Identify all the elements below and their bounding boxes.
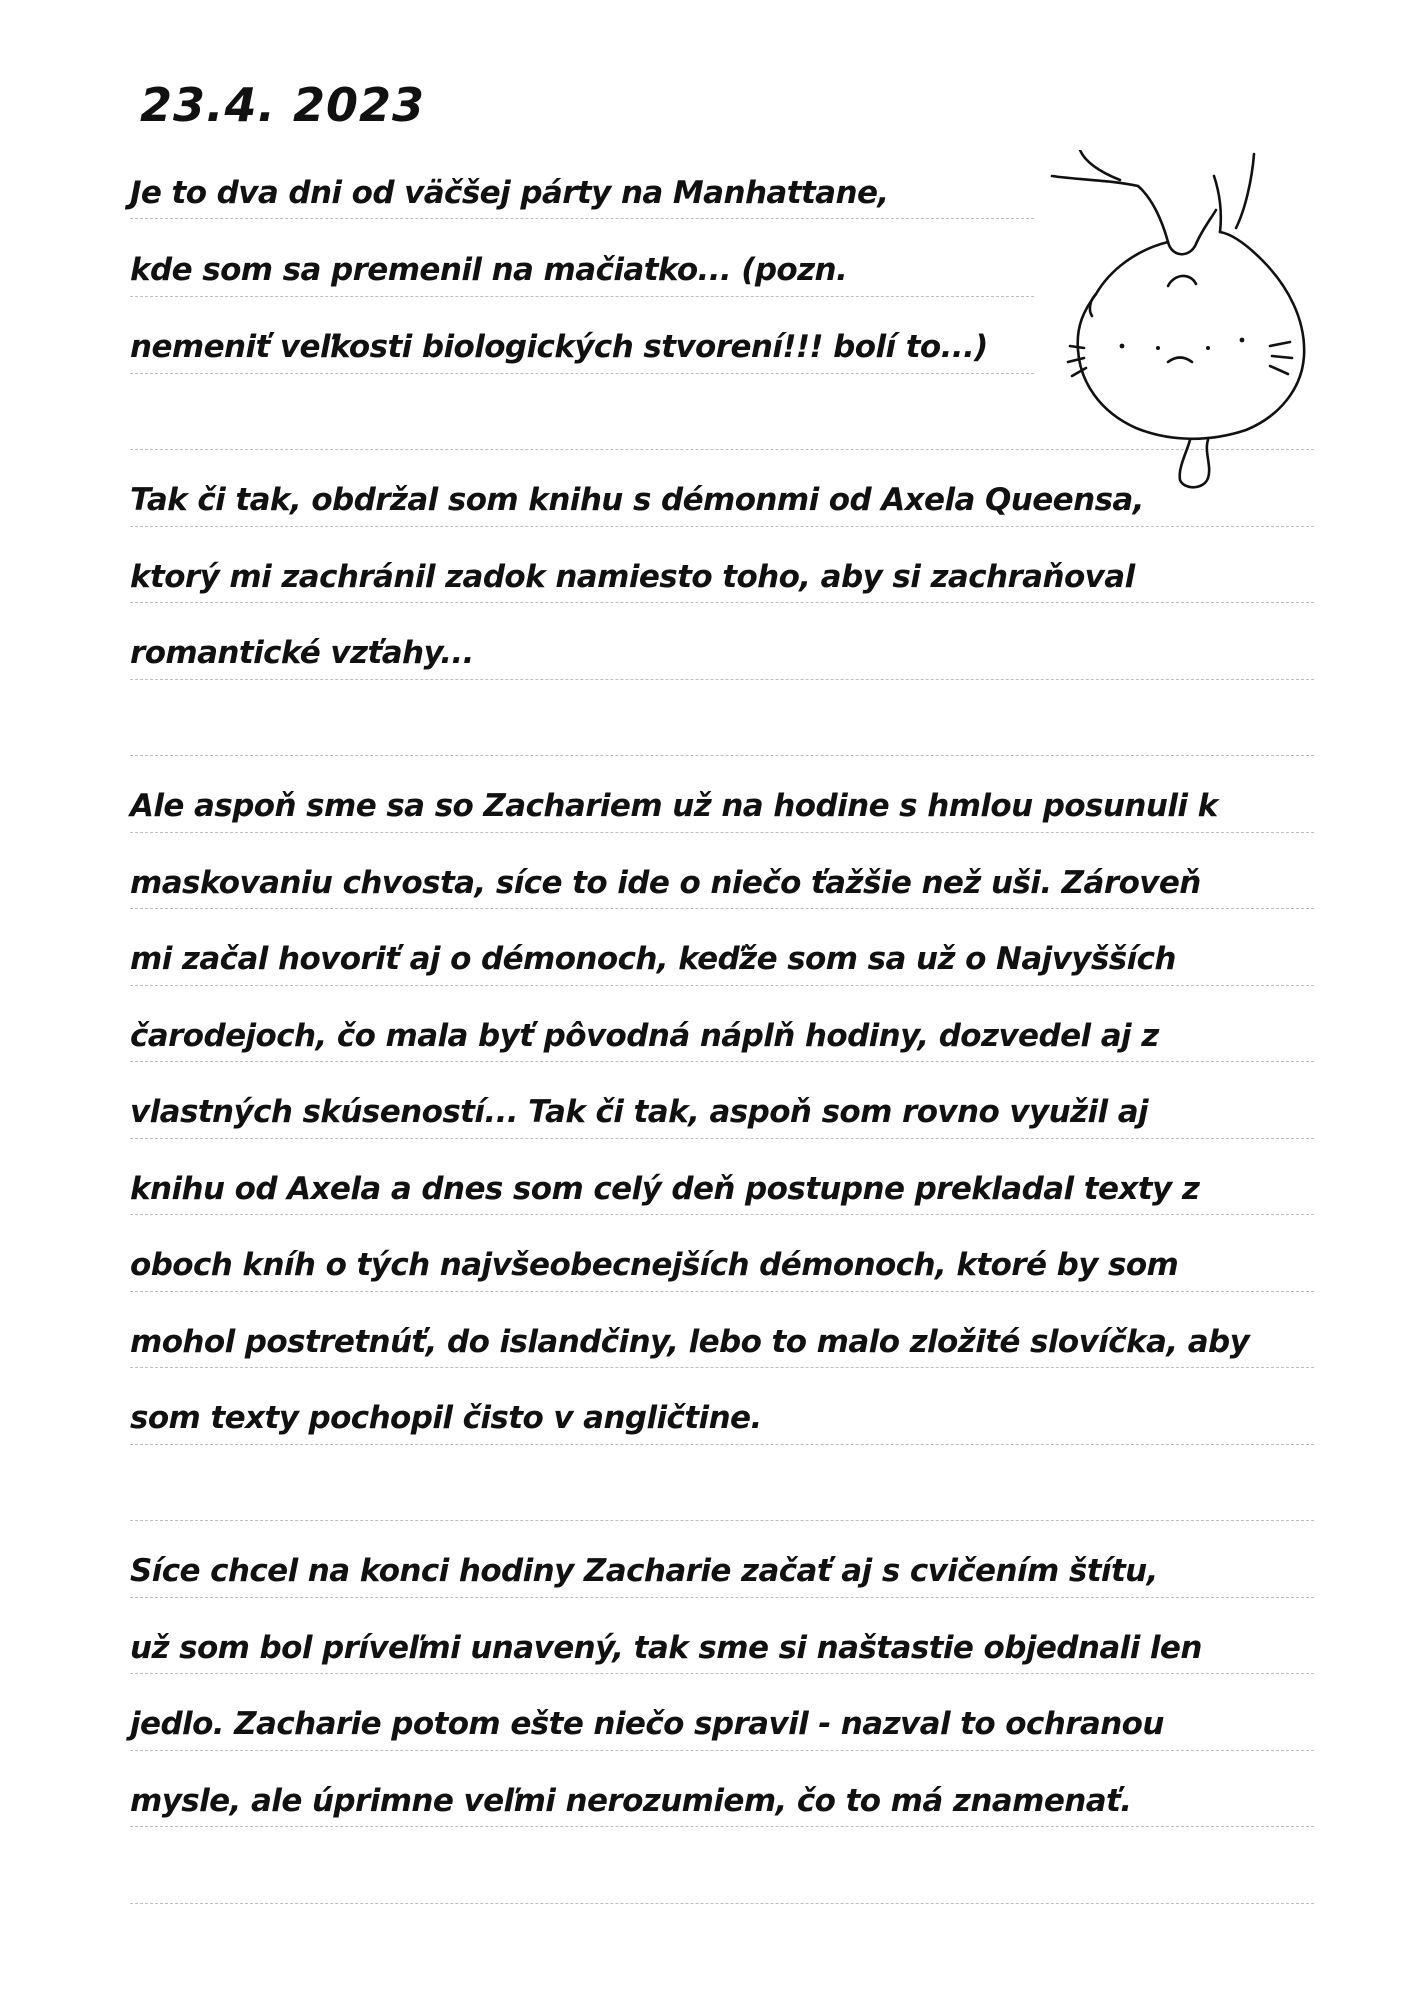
text-line: Je to dva dni od väčšej párty na Manhattane, [130,175,889,211]
ruled-line [130,832,1314,833]
ruled-line [130,1750,1314,1751]
text-line: Tak či tak, obdržal som knihu s démonmi od Axela Queensa, [130,482,1144,518]
ruled-line [130,218,1034,219]
ruled-line [130,679,1314,680]
ruled-line [130,526,1314,527]
ruled-line [130,908,1314,909]
text-line: jedlo. Zacharie potom ešte niečo spravil - nazval to ochranou [130,1706,1164,1742]
text-line: romantické vzťahy... [130,635,474,671]
ruled-line [130,1444,1314,1445]
ruled-line [130,373,1034,374]
text-line: mohol postretnúť, do islandčiny, lebo to malo zložité slovíčka, aby [130,1324,1250,1360]
text-line: oboch kníh o tých najvšeobecnejších démonoch, ktoré by som [130,1247,1179,1283]
ruled-line [130,755,1314,756]
text-line: už som bol príveľmi unavený, tak sme si naštastie objednali len [130,1630,1202,1666]
cat-doodle-icon [1040,150,1340,490]
text-line: kde som sa premenil na mačiatko... (pozn. [130,252,848,288]
ruled-line [130,1367,1314,1368]
ruled-line [130,1061,1314,1062]
text-line: ktorý mi zachránil zadok namiesto toho, aby si zachraňoval [130,559,1135,595]
ruled-line [130,1673,1314,1674]
ruled-line [130,1291,1314,1292]
text-line: Síce chcel na konci hodiny Zacharie začať aj s cvičením štítu, [130,1553,1158,1589]
ruled-line [130,1903,1314,1904]
text-line: som texty pochopil čisto v angličtine. [130,1400,762,1436]
text-line: nemeniť veľkosti biologických stvorení!!! bolí to...) [130,329,988,365]
ruled-line [130,1826,1314,1827]
text-line: knihu od Axela a dnes som celý deň postupne prekladal texty z [130,1171,1200,1207]
ruled-line [130,602,1314,603]
text-line: mysle, ale úprimne veľmi nerozumiem, čo to má znamenať. [130,1783,1132,1819]
ruled-line [130,1520,1314,1521]
ruled-line [130,296,1034,297]
text-line: vlastných skúseností... Tak či tak, aspoň som rovno využil aj [130,1094,1149,1130]
text-line: čarodejoch, čo mala byť pôvodná náplň hodiny, dozvedel aj z [130,1018,1159,1054]
ruled-line [130,1138,1314,1139]
entry-date: 23.4. 2023 [140,78,426,132]
ruled-line [130,1597,1314,1598]
ruled-line [130,1214,1314,1215]
text-line: maskovaniu chvosta, síce to ide o niečo ťažšie než uši. Zároveň [130,865,1201,901]
text-line: Ale aspoň sme sa so Zachariem už na hodine s hmlou posunuli k [130,788,1218,824]
ruled-line [130,985,1314,986]
text-line: mi začal hovoriť aj o démonoch, keďže som sa už o Najvyšších [130,941,1176,977]
